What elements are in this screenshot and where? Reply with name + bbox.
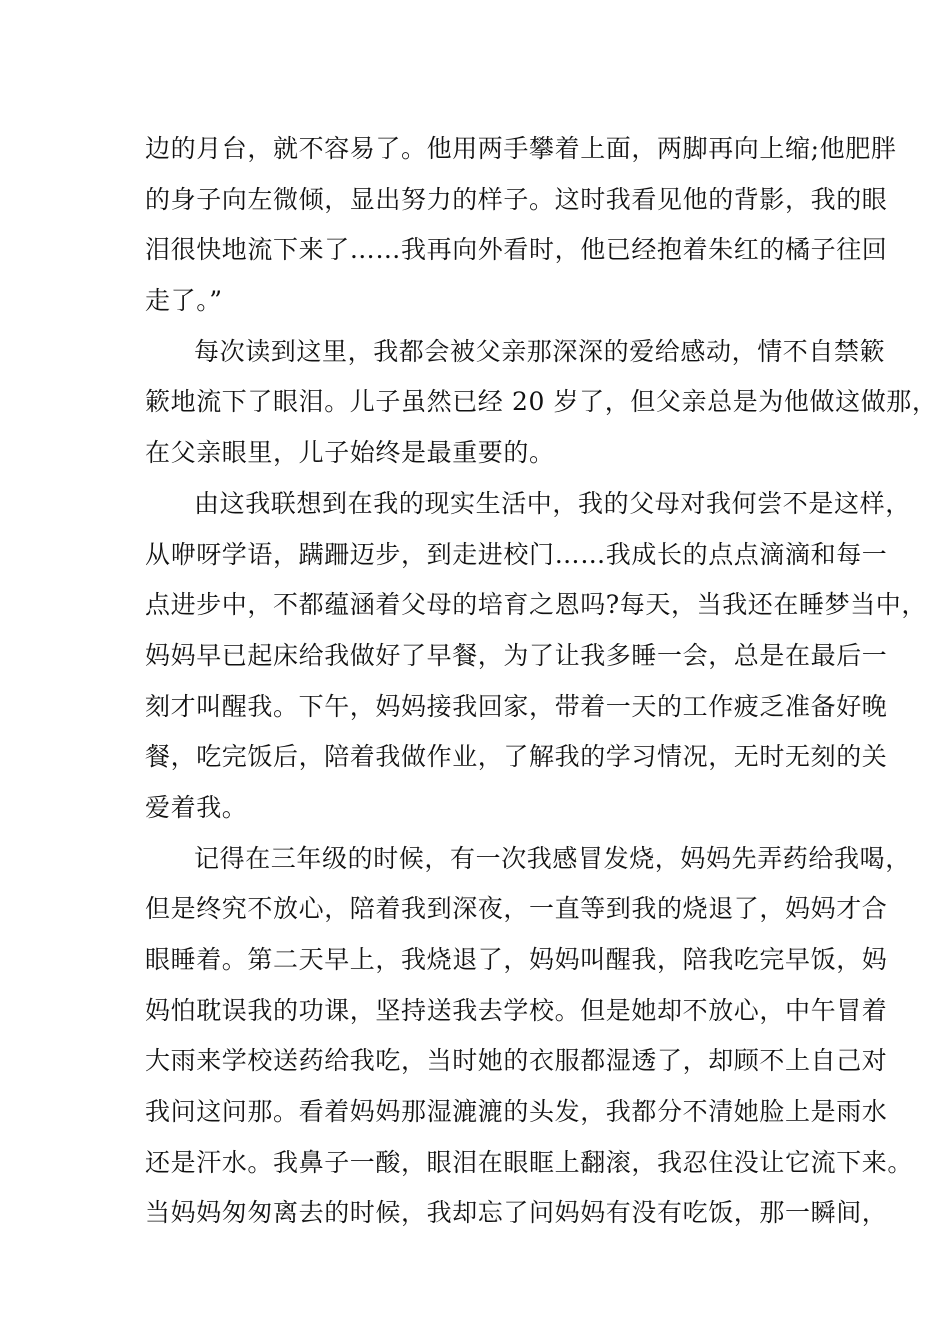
paragraph-first-line: 每次读到这里，我都会被父亲那深深的爱给感动，情不自禁簌 — [194, 336, 886, 366]
text-line: 在父亲眼里，儿子始终是最重要的。 — [145, 438, 555, 468]
text-line: 边的月台，就不容易了。他用两手攀着上面，两脚再向上缩;他肥胖 — [145, 134, 897, 163]
text-line: 走了。” — [145, 286, 223, 316]
paragraph-first-line: 记得在三年级的时候，有一次我感冒发烧，妈妈先弄药给我喝， — [194, 843, 911, 873]
text-line: 妈妈早已起床给我做好了早餐，为了让我多睡一会，总是在最后一 — [145, 640, 888, 670]
text-line: 点进步中，不都蕴涵着父母的培育之恩吗?每天，当我还在睡梦当中， — [145, 590, 928, 620]
text-line: 我问这问那。看着妈妈那湿漉漉的头发，我都分不清她脸上是雨水 — [145, 1097, 888, 1127]
text-line: 当妈妈匆匆离去的时候，我却忘了问妈妈有没有吃饭，那一瞬间， — [145, 1198, 888, 1228]
text-line: 泪很快地流下来了……我再向外看时，他已经抱着朱红的橘子往回 — [145, 235, 888, 265]
essay-body — [145, 124, 938, 1239]
text-line: 还是汗水。我鼻子一酸，眼泪在眼眶上翻滚，我忍住没让它流下来。 — [145, 1147, 914, 1177]
text-line: 大雨来学校送药给我吃，当时她的衣服都湿透了，却顾不上自己对 — [145, 1046, 888, 1076]
text-line: 的身子向左微倾，显出努力的样子。这时我看见他的背影，我的眼 — [145, 184, 888, 214]
text-line: 妈怕耽误我的功课，坚持送我去学校。但是她却不放心，中午冒着 — [145, 995, 888, 1025]
text-line: 爱着我。 — [145, 792, 248, 822]
text-line: 从咿呀学语，蹒跚迈步，到走进校门……我成长的点点滴滴和每一 — [145, 539, 888, 569]
text-line: 但是终究不放心，陪着我到深夜，一直等到我的烧退了，妈妈才合 — [145, 894, 888, 924]
text-line: 刻才叫醒我。下午，妈妈接我回家，带着一天的工作疲乏准备好晚 — [145, 691, 888, 721]
text-line: 餐，吃完饭后，陪着我做作业，了解我的学习情况，无时无刻的关 — [145, 742, 888, 772]
paragraph-first-line: 由这我联想到在我的现实生活中，我的父母对我何尝不是这样， — [194, 488, 911, 518]
text-line: 眼睡着。第二天早上，我烧退了，妈妈叫醒我，陪我吃完早饭，妈 — [145, 945, 888, 974]
text-line: 簌地流下了眼泪。儿子虽然已经 20 岁了，但父亲总是为他做这做那， — [145, 387, 938, 417]
